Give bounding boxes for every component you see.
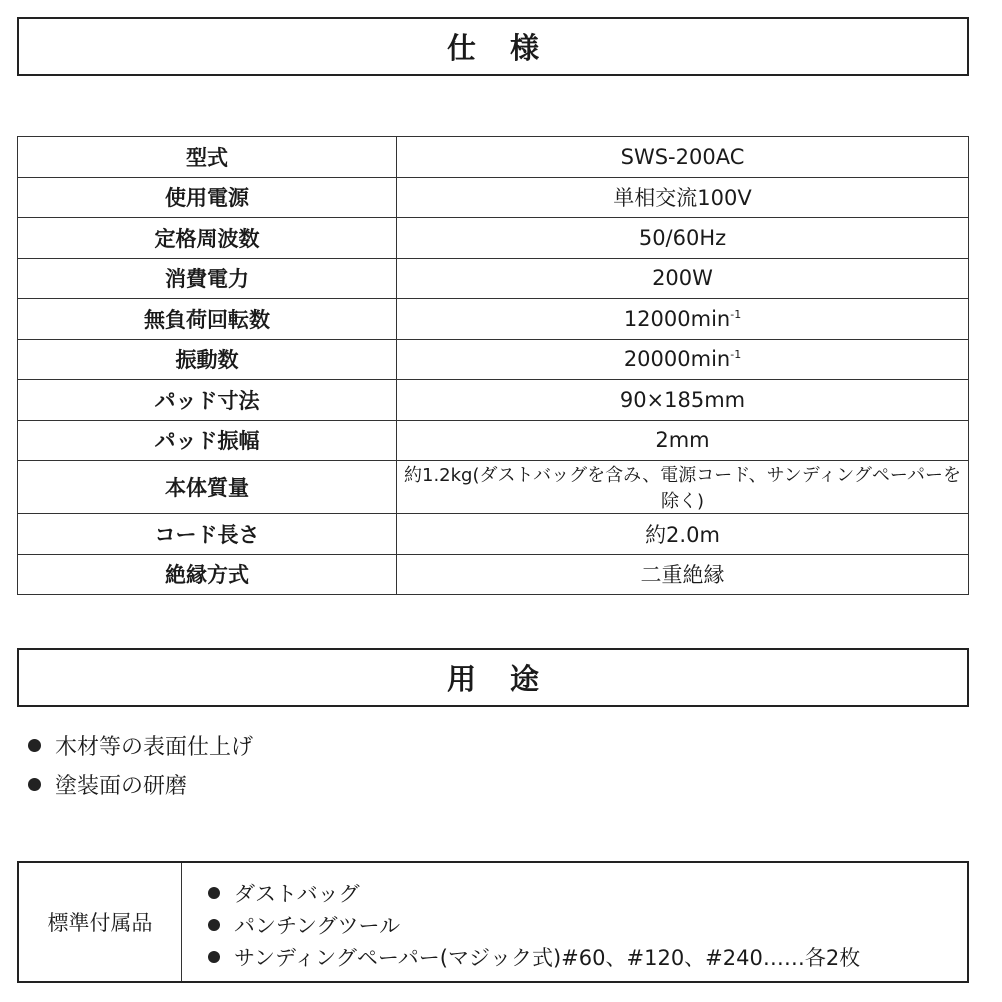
bullet-icon (208, 951, 220, 963)
spec-title (17, 17, 969, 76)
spec-key: 振動数 (18, 339, 397, 380)
spec-value: 約1.2kg(ダストバッグを含み、電源コード、サンディングペーパーを除く) (397, 461, 969, 514)
table-row (18, 554, 969, 595)
use-text: 木材等の表面仕上げ (55, 735, 254, 760)
list-item (28, 765, 253, 804)
spec-title-char-1: 仕 (446, 31, 476, 65)
spec-value-cell (397, 299, 969, 340)
bullet-icon (208, 919, 220, 931)
table-row (18, 514, 969, 555)
list-item (28, 726, 253, 765)
bullet-icon (208, 887, 220, 899)
list-item (208, 941, 860, 973)
accessory-text: パンチングツール (234, 914, 401, 938)
spec-key: パッド振幅 (18, 420, 397, 461)
spec-key: 定格周波数 (18, 218, 397, 259)
spec-value: 2mm (397, 420, 969, 461)
accessories-list (182, 863, 860, 981)
spec-key: 使用電源 (18, 177, 397, 218)
spec-value: 90×185mm (397, 380, 969, 421)
list-item (208, 877, 860, 909)
spec-title-char-2: 様 (510, 31, 540, 65)
accessory-text: サンディングペーパー(マジック式)#60、#120、#240……各2枚 (234, 946, 861, 970)
accessories-label: 標準付属品 (19, 863, 182, 981)
spec-value: 単相交流100V (397, 177, 969, 218)
table-row (18, 380, 969, 421)
accessories-box (17, 861, 969, 983)
spec-value: 約2.0m (397, 514, 969, 555)
spec-key: コード長さ (18, 514, 397, 555)
spec-unit-exponent: -1 (730, 348, 742, 362)
table-row (18, 299, 969, 340)
spec-value: 二重絶縁 (397, 554, 969, 595)
accessory-text: ダストバッグ (234, 882, 360, 906)
bullet-icon (28, 739, 41, 752)
spec-key: 消費電力 (18, 258, 397, 299)
bullet-icon (28, 778, 41, 791)
spec-key: 本体質量 (18, 461, 397, 514)
table-row (18, 461, 969, 514)
spec-value-cell (397, 339, 969, 380)
table-row (18, 137, 969, 178)
spec-value: 200W (397, 258, 969, 299)
use-title (17, 648, 969, 707)
spec-value: 12000min (623, 306, 731, 331)
list-item (208, 909, 860, 941)
use-text: 塗装面の研磨 (55, 774, 188, 799)
spec-key: 型式 (18, 137, 397, 178)
spec-value: SWS-200AC (397, 137, 969, 178)
spec-key: 絶縁方式 (18, 554, 397, 595)
table-row (18, 258, 969, 299)
table-row (18, 420, 969, 461)
spec-unit-exponent: -1 (730, 307, 742, 321)
use-list (28, 726, 253, 804)
spec-table (17, 136, 969, 595)
spec-key: 無負荷回転数 (18, 299, 397, 340)
spec-value: 50/60Hz (397, 218, 969, 259)
use-title-char-1: 用 (446, 662, 476, 696)
use-title-char-2: 途 (510, 662, 540, 696)
spec-value: 20000min (623, 347, 731, 372)
table-row (18, 218, 969, 259)
table-row (18, 177, 969, 218)
spec-key: パッド寸法 (18, 380, 397, 421)
table-row (18, 339, 969, 380)
